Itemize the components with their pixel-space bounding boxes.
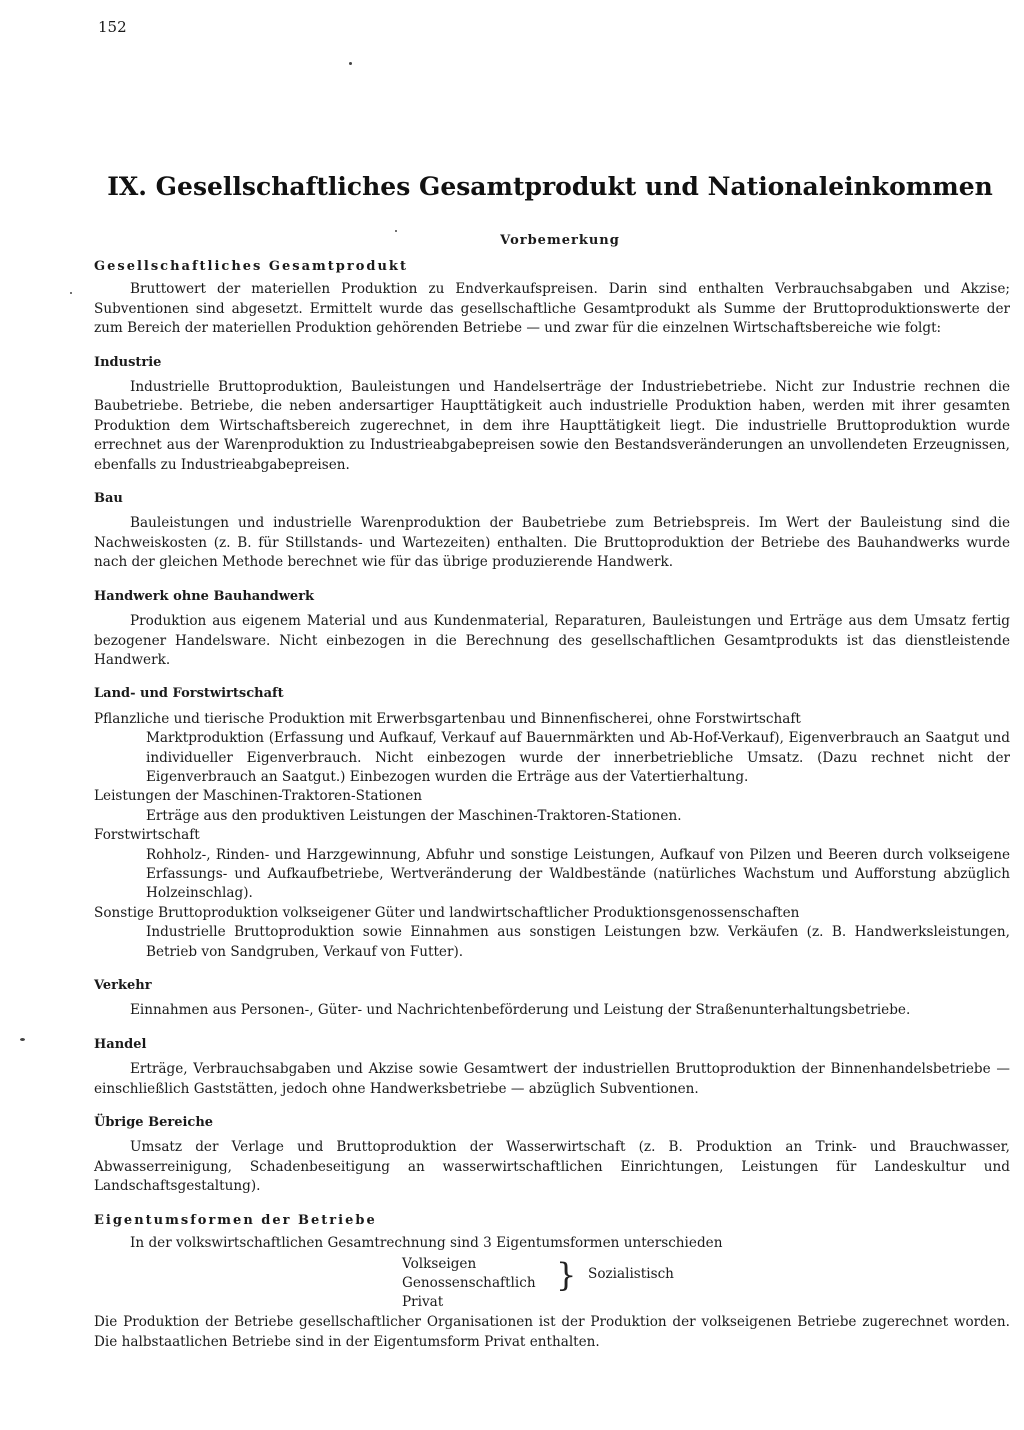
- section-subtitle: Vorbemerkung: [500, 233, 620, 248]
- ownership-form: Volkseigen: [402, 1256, 477, 1273]
- paragraph-handwerk: Produktion aus eigenem Material und aus Kundenmaterial, Reparaturen, Bauleistungen und Erträge aus dem Umsatz fertig bezogener Handelsware. Nicht einbezogen in die Berechnung des gesellschaftlichen Gesamtprodukts ist das dienstleistende Handwerk.: [94, 613, 1010, 668]
- main-content: [94, 257, 1010, 1352]
- section-heading-eigentum: Eigentumsformen der Betriebe: [94, 1212, 377, 1228]
- page-number: 152: [98, 18, 127, 36]
- print-speck: [70, 292, 72, 294]
- land-item-label: Leistungen der Maschinen-Traktoren-Stationen: [94, 788, 423, 805]
- paragraph-verkehr: Einnahmen aus Personen-, Güter- und Nachrichtenbeförderung und Leistung der Straßenunterhaltungsbetriebe.: [130, 1002, 911, 1019]
- paragraph-bau: Bauleistungen und industrielle Warenproduktion der Baubetriebe zum Betriebspreis. Im Wert der Bauleistung sind die Nachweiskosten (z. B. für Stillstands- und Wartezeiten) enthalten. Die Bruttoproduktion der Betriebe des Bauhandwerks wurde nach der gleichen Methode berechnet wie für das übrige produzierende Handwerk.: [94, 515, 1010, 571]
- brace-glyph: }: [556, 1256, 577, 1295]
- ownership-group-label: Sozialistisch: [588, 1266, 674, 1283]
- land-item-label: Forstwirtschaft: [94, 827, 200, 844]
- land-item-text: Erträge aus den produktiven Leistungen der Maschinen-Traktoren-Stationen.: [146, 807, 682, 824]
- paragraph-industrie: Industrielle Bruttoproduktion, Bauleistungen und Handelserträge der Industriebetriebe. Nicht zur Industrie rechnen die Baubetriebe. Betriebe, die neben andersartiger Haupttätigkeit auch industrielle Produktion haben, werden mit ihrer gesamten Produktion dem Wirtschaftsbereich zugerechnet, in dem ihre Haupttätigkeit liegt. Die industrielle Bruttoproduktion wurde errechnet aus der Warenproduktion zu Industrieabgabepreisen sowie den Bestandsveränderungen an unvollendeten Erzeugnissen, ebenfalls zu Industrieabgabepreisen.: [94, 379, 1010, 473]
- land-item-label: Pflanzliche und tierische Produktion mit Erwerbsgartenbau und Binnenfischerei, ohne Forstwirtschaft: [94, 710, 801, 727]
- paragraph-eigentum-intro: In der volkswirtschaftlichen Gesamtrechnung sind 3 Eigentumsformen unterschieden: [130, 1235, 723, 1252]
- paragraph-eigentum: Die Produktion der Betriebe gesellschaftlicher Organisationen ist der Produktion der volkseigenen Betriebe zugerechnet worden. Die halbstaatlichen Betriebe sind in der Eigentumsform Privat enthalten.: [94, 1314, 1010, 1350]
- section-heading-uebrige: Übrige Bereiche: [94, 1115, 214, 1131]
- land-item-label: Sonstige Bruttoproduktion volkseigener Güter und landwirtschaftlicher Produktionsgenossenschaften: [94, 904, 800, 921]
- section-heading-verkehr: Verkehr: [94, 978, 152, 993]
- section-heading-land: Land- und Forstwirtschaft: [94, 686, 284, 702]
- chapter-title: IX. Gesellschaftliches Gesamtprodukt und Nationaleinkommen: [107, 172, 993, 201]
- paragraph-handel: Erträge, Verbrauchsabgaben und Akzise sowie Gesamtwert der industriellen Bruttoproduktion der Binnenhandelsbetriebe — einschließlich Gaststätten, jedoch ohne Handwerksbetriebe — abzüglich Subventionen.: [94, 1061, 1010, 1097]
- land-item-text: Industrielle Bruttoproduktion sowie Einnahmen aus sonstigen Leistungen bzw. Verkäufen (z. B. Handwerksleistungen, Betrieb von Sandgruben, Verkauf von Futter).: [146, 924, 1010, 960]
- section-heading-gesamtprodukt: Gesellschaftliches Gesamtprodukt: [94, 259, 408, 274]
- paragraph-uebrige: Umsatz der Verlage und Bruttoproduktion der Wasserwirtschaft (z. B. Produktion an Trink- und Brauchwasser, Abwasserreinigung, Schadenbeseitigung an wasserwirtschaftlichen Einrichtungen, Leistungen für Landeskultur und Landschaftsgestaltung).: [94, 1139, 1010, 1195]
- ownership-form: Genossenschaftlich: [402, 1275, 536, 1292]
- paragraph-gesamtprodukt: Bruttowert der materiellen Produktion zu Endverkaufspreisen. Darin sind enthalten Verbrauchsabgaben und Akzise; Subventionen sind abgesetzt. Ermittelt wurde das gesellschaftliche Gesamtprodukt als Summe der Bruttoproduktionswerte der zum Bereich der materiellen Produktion gehörenden Betriebe — und zwar für die einzelnen Wirtschaftsbereiche wie folgt:: [94, 281, 1010, 337]
- ownership-forms-list: [94, 1255, 1010, 1313]
- print-speck: [20, 1038, 25, 1041]
- section-heading-handwerk: Handwerk ohne Bauhandwerk: [94, 588, 315, 604]
- print-speck: [395, 230, 397, 232]
- land-item-text: Rohholz-, Rinden- und Harzgewinnung, Abfuhr und sonstige Leistungen, Aufkauf von Pilzen und Beeren durch volkseigene Erfassungs- und Aufkaufbetriebe, Wertveränderung der Waldbestände (natürliches Wachstum und Aufforstung abzüglich Holzeinschlag).: [146, 846, 1010, 902]
- ownership-form: Privat: [402, 1294, 444, 1311]
- print-speck: [349, 62, 352, 65]
- section-heading-handel: Handel: [94, 1036, 147, 1052]
- section-heading-industrie: Industrie: [94, 354, 162, 370]
- section-heading-bau: Bau: [94, 491, 123, 507]
- land-item-text: Marktproduktion (Erfassung und Aufkauf, Verkauf auf Bauernmärkten und Ab-Hof-Verkauf), Eigenverbrauch an Saatgut und individueller Eigenverbrauch. Nicht einbezogen wurde der innerbetriebliche Umsatz. (Dazu rechnet nicht der Eigenverbrauch an Saatgut.) Einbezogen wurden die Erträge aus der Vatertierhaltung.: [146, 730, 1010, 785]
